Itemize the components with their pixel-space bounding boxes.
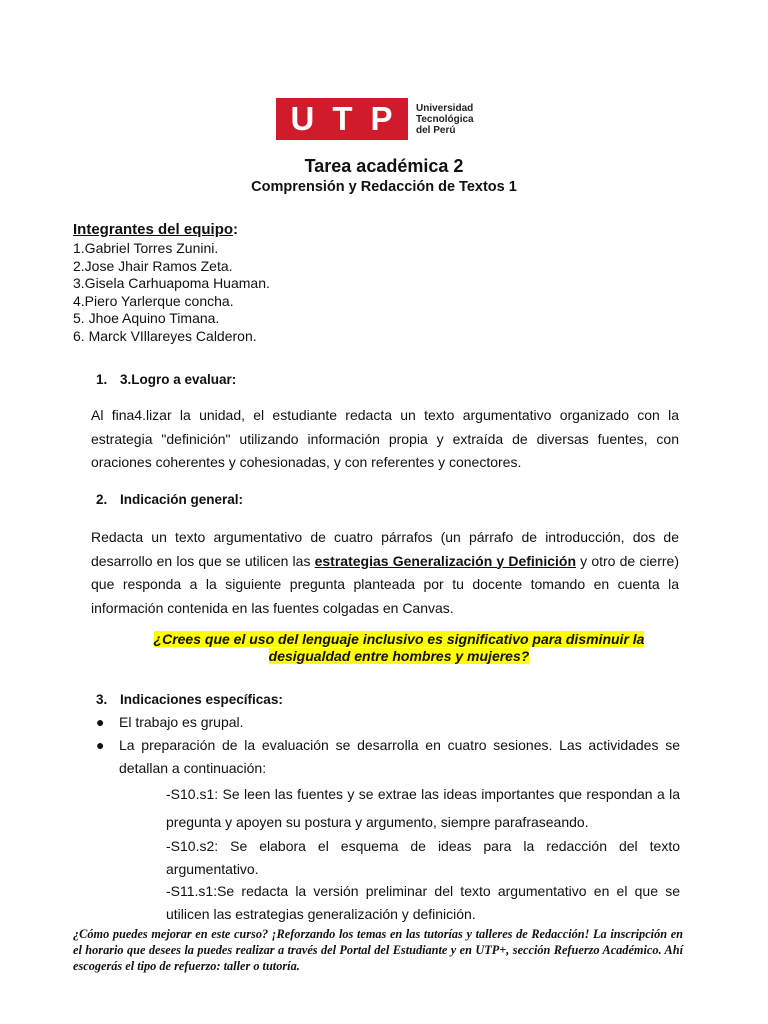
logo-line-2: Tecnológica [416,113,474,125]
question-text: ¿Crees que el uso del lenguaje inclusivo es significativo para disminuir la desigualdad entre hombres y mujeres? [153,631,645,664]
section-paragraph-indicacion-general [91,526,679,620]
team-member: 6. Marck VIllareyes Calderon. [73,327,257,344]
team-member: 4.Piero Yarlerque concha. [73,292,234,309]
section-number: 3. [96,692,108,707]
logo-letter-t: T [332,100,354,137]
logo-letter-u: U [290,100,316,137]
paragraph-text: y otro de cierre) que responda a la siguiente pregunta planteada por tu docente tomando en cuenta la información contenida en las fuentes colgadas en Canvas. [91,552,679,616]
section-number: 1. [96,372,108,387]
section-heading-indicacion-general [96,492,243,507]
document-subtitle: Comprensión y Redacción de Textos 1 [251,179,517,195]
team-heading-colon: : [233,221,239,238]
utp-logo [276,98,474,140]
team-heading [73,221,238,238]
bullet-text: El trabajo es grupal. [119,714,244,730]
team-member: 5. Jhoe Aquino Timana. [73,310,220,327]
bullet-dot-icon: ● [96,737,105,753]
utp-logo-mark [276,98,408,140]
footer-note: ¿Cómo puedes mejorar en este curso? ¡Reforzando los temas en las tutorías y talleres de Redacción! La inscripción en el horario que desees la puedes realizar a través del Portal del Estudiante y en UTP+, sección Refuerzo Académico. Ahí escogerás el tipo de refuerzo: taller o tutoría. [73,927,683,973]
sub-item: -S10.s2: Se elabora el esquema de ideas para la redacción del texto argumentativo. [166,838,680,877]
bullet-dot-icon: ● [96,714,105,730]
bullet-text: La preparación de la evaluación se desarrolla en cuatro sesiones. Las actividades se detallan a continuación: [119,737,680,776]
utp-logo-wordmark [416,103,474,136]
team-heading-text: Integrantes del equipo [73,221,234,238]
section-title: Indicación general: [120,492,244,507]
section-paragraph-logro: Al fina4.lizar la unidad, el estudiante redacta un texto argumentativo organizado con la estrategia "definición" utilizando información propia y extraída de diversas fuentes, con oraciones coherentes y cohesionadas, y con referentes y conectores. [91,407,679,470]
logo-line-3: del Perú [416,124,456,136]
document-title: Tarea académica 2 [304,156,464,176]
highlighted-question [140,631,658,665]
bullet-item [96,711,680,734]
team-member: 2.Jose Jhair Ramos Zeta. [73,257,233,274]
section-title: Indicaciones específicas: [120,692,283,707]
paragraph-text: Redacta un texto argumentativo de cuatro párrafos (un párrafo de introducción, dos de desarrollo en los que se utilicen las [91,529,679,569]
section-number: 2. [96,492,108,507]
sub-item: -S10.s1: Se leen las fuentes y se extrae las ideas importantes que respondan a la pregunta y apoyen su postura y argumento, siempre parafraseando. [166,786,680,830]
bullet-item [96,734,680,780]
team-list [73,240,270,346]
section-heading-logro [96,372,236,387]
emphasis-text: estrategias Generalización y Definición [314,552,577,569]
section-heading-indicaciones-especificas [96,692,283,707]
logo-letter-p: P [370,100,394,137]
team-member: 3.Gisela Carhuapoma Huaman. [73,275,270,292]
logo-line-1: Universidad [416,102,474,114]
sub-item: -S11.s1:Se redacta la versión preliminar del texto argumentativo en el que se utilicen las estrategias generalización y definición. [166,883,680,922]
team-member: 1.Gabriel Torres Zunini. [73,240,219,256]
section-title: 3.Logro a evaluar: [120,372,237,387]
